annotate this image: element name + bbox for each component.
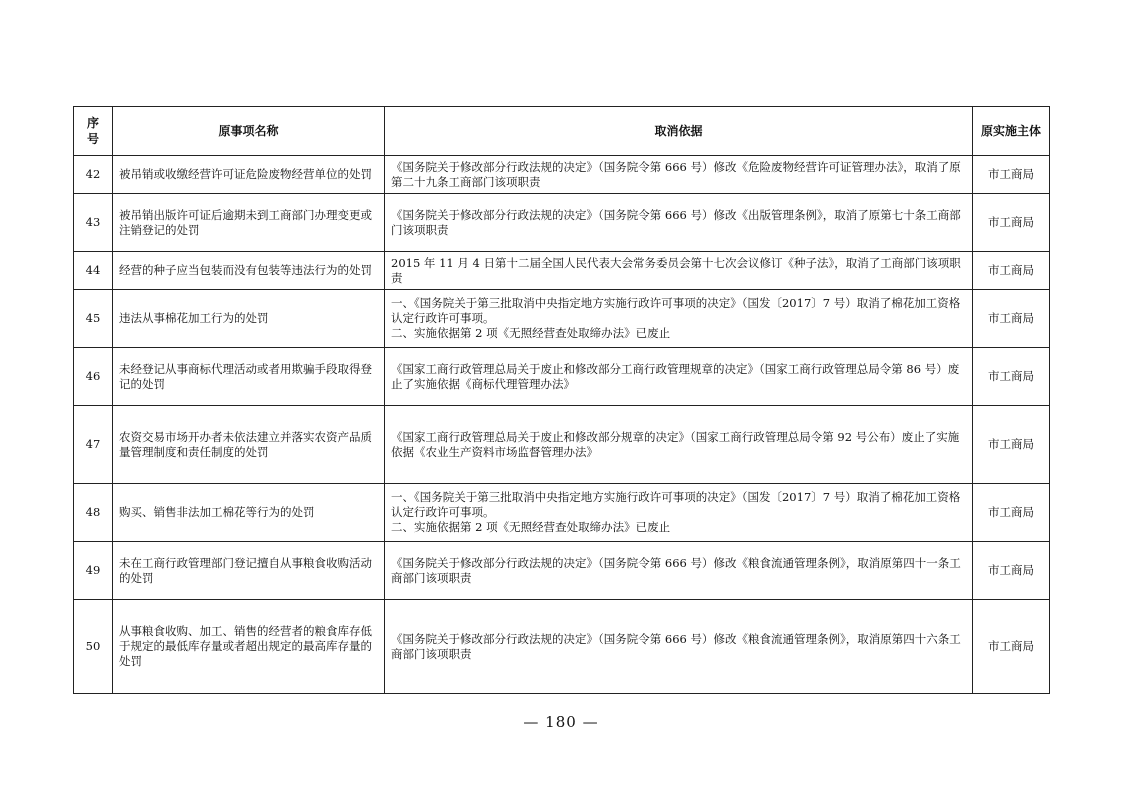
basis-line: 《国家工商行政管理总局关于废止和修改部分规章的决定》（国家工商行政管理总局令第 92 号公布）废止了实施依据《农业生产资料市场监督管理办法》 (391, 429, 960, 459)
row-seq: 47 (74, 406, 113, 484)
header-name: 原事项名称 (113, 107, 385, 156)
row-basis (385, 406, 973, 484)
row-basis (385, 484, 973, 542)
row-seq: 42 (74, 156, 113, 194)
header-agency: 原实施主体 (973, 107, 1050, 156)
basis-line: 二、实施依据第 2 项《无照经营查处取缔办法》已废止 (391, 326, 671, 340)
basis-line: 一、《国务院关于第三批取消中央指定地方实施行政许可事项的决定》（国发〔2017〕7 号）取消了棉花加工资格认定行政许可事项。 (391, 296, 961, 325)
row-item-name: 被吊销出版许可证后逾期未到工商部门办理变更或注销登记的处罚 (113, 194, 385, 252)
table-row (74, 484, 1050, 542)
row-basis (385, 290, 973, 348)
row-basis (385, 156, 973, 194)
row-basis (385, 252, 973, 290)
row-item-name: 购买、销售非法加工棉花等行为的处罚 (113, 484, 385, 542)
basis-line: 二、实施依据第 2 项《无照经营查处取缔办法》已废止 (391, 520, 671, 534)
row-item-name: 违法从事棉花加工行为的处罚 (113, 290, 385, 348)
table-row (74, 156, 1050, 194)
row-seq: 46 (74, 348, 113, 406)
table-row (74, 290, 1050, 348)
row-item-name: 未在工商行政管理部门登记擅自从事粮食收购活动的处罚 (113, 542, 385, 600)
row-item-name: 农资交易市场开办者未依法建立并落实农资产品质量管理制度和责任制度的处罚 (113, 406, 385, 484)
row-seq: 45 (74, 290, 113, 348)
table-row (74, 348, 1050, 406)
basis-line: 《国务院关于修改部分行政法规的决定》（国务院令第 666 号）修改《粮食流通管理条例》，取消原第四十一条工商部门该项职责 (391, 555, 961, 585)
basis-line: 一、《国务院关于第三批取消中央指定地方实施行政许可事项的决定》（国发〔2017〕7 号）取消了棉花加工资格认定行政许可事项。 (391, 490, 961, 519)
row-seq: 50 (74, 600, 113, 694)
row-item-name: 被吊销或收缴经营许可证危险废物经营单位的处罚 (113, 156, 385, 194)
row-seq: 48 (74, 484, 113, 542)
row-agency: 市工商局 (973, 252, 1050, 290)
basis-line: 《国务院关于修改部分行政法规的决定》（国务院令第 666 号）修改《危险废物经营许可证管理办法》，取消了原第二十九条工商部门该项职责 (391, 159, 961, 189)
row-basis (385, 348, 973, 406)
row-basis (385, 542, 973, 600)
row-item-name: 经营的种子应当包装而没有包装等违法行为的处罚 (113, 252, 385, 290)
basis-line: 《国家工商行政管理总局关于废止和修改部分工商行政管理规章的决定》（国家工商行政管理总局令第 86 号）废止了实施依据《商标代理管理办法》 (391, 361, 960, 391)
row-seq: 43 (74, 194, 113, 252)
row-agency: 市工商局 (973, 406, 1050, 484)
items-table (73, 106, 1050, 694)
page-number: — 180 — (523, 713, 599, 731)
row-agency: 市工商局 (973, 290, 1050, 348)
table-body (74, 156, 1050, 694)
row-item-name: 从事粮食收购、加工、销售的经营者的粮食库存低于规定的最低库存量或者超出规定的最高库存量的处罚 (113, 600, 385, 694)
row-basis (385, 194, 973, 252)
row-agency: 市工商局 (973, 484, 1050, 542)
row-agency: 市工商局 (973, 194, 1050, 252)
basis-line: 《国务院关于修改部分行政法规的决定》（国务院令第 666 号）修改《粮食流通管理条例》，取消原第四十六条工商部门该项职责 (391, 631, 961, 661)
row-item-name: 未经登记从事商标代理活动或者用欺骗手段取得登记的处罚 (113, 348, 385, 406)
row-agency: 市工商局 (973, 348, 1050, 406)
table-row (74, 252, 1050, 290)
basis-line: 《国务院关于修改部分行政法规的决定》（国务院令第 666 号）修改《出版管理条例》，取消了原第七十条工商部门该项职责 (391, 207, 961, 237)
row-agency: 市工商局 (973, 156, 1050, 194)
table-header-row (74, 107, 1050, 156)
row-agency: 市工商局 (973, 600, 1050, 694)
row-agency: 市工商局 (973, 542, 1050, 600)
row-seq: 49 (74, 542, 113, 600)
row-basis (385, 600, 973, 694)
table-row (74, 406, 1050, 484)
header-basis: 取消依据 (385, 107, 973, 156)
table-row (74, 194, 1050, 252)
table-row (74, 542, 1050, 600)
header-seq: 序号 (74, 107, 113, 156)
row-seq: 44 (74, 252, 113, 290)
basis-line: 2015 年 11 月 4 日第十二届全国人民代表大会常务委员会第十七次会议修订《种子法》，取消了工商部门该项职责 (391, 255, 961, 285)
table-row (74, 600, 1050, 694)
